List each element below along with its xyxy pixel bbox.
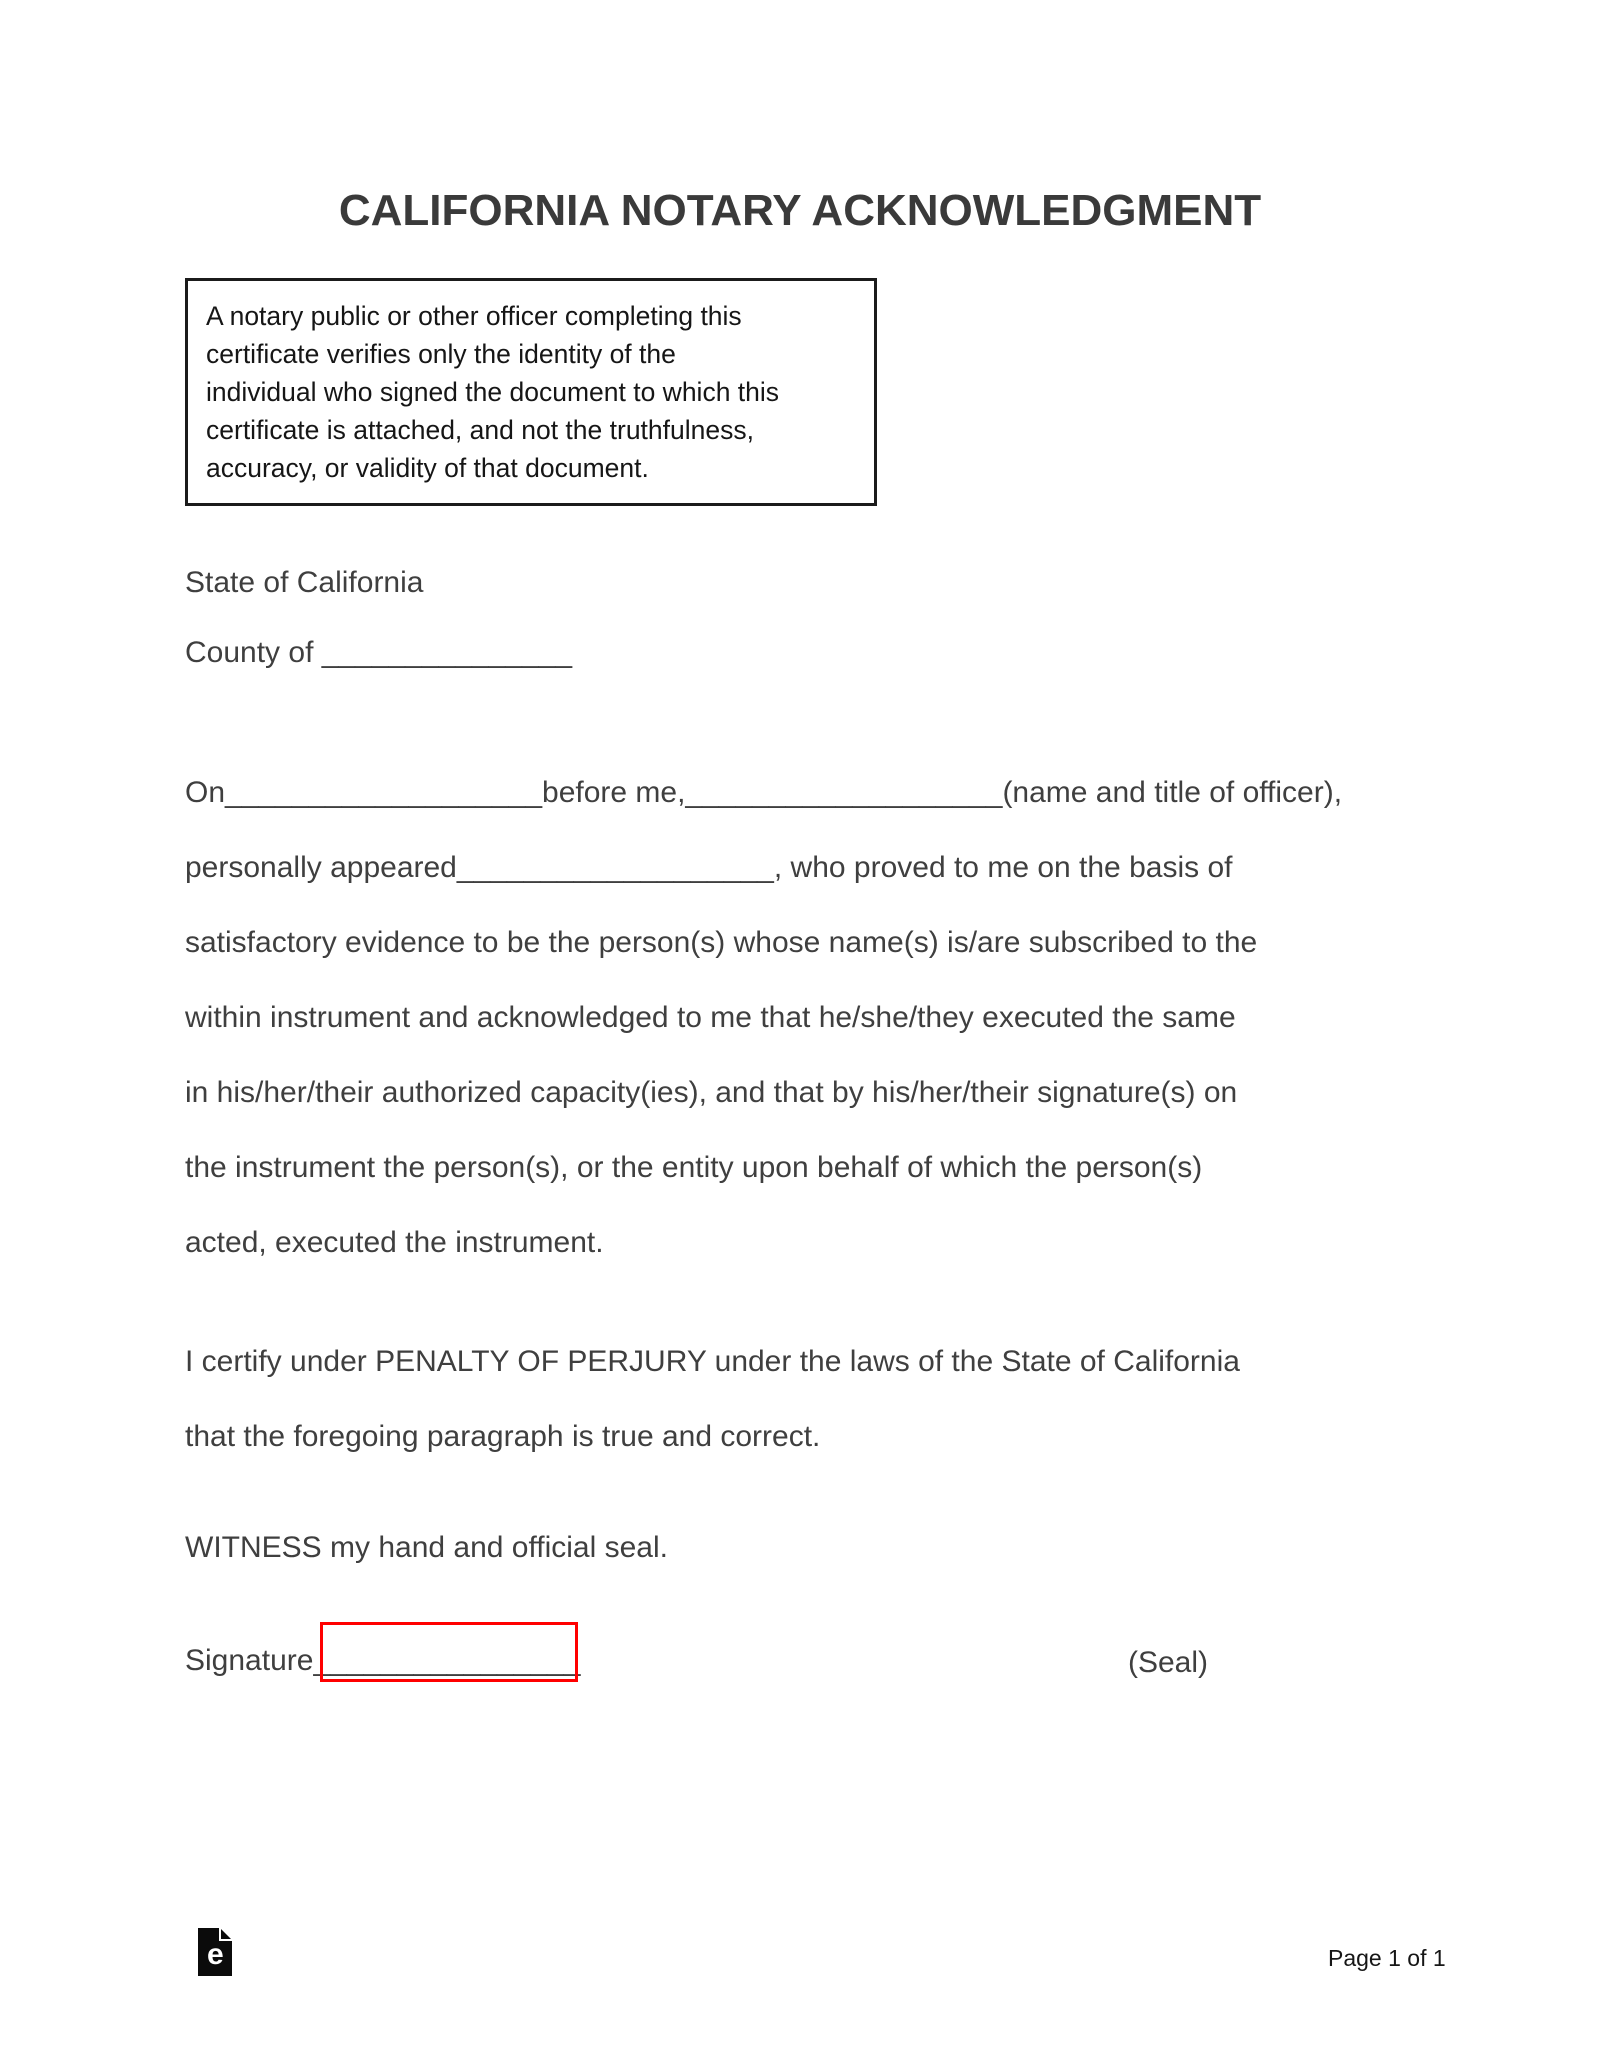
disclaimer-line: certificate is attached, and not the truthfulness,: [206, 415, 754, 445]
seal-label: (Seal): [1128, 1646, 1209, 1679]
paragraph-line: within instrument and acknowledged to me that he/she/they executed the same: [185, 1001, 1236, 1034]
acknowledgment-paragraph: [185, 755, 1455, 1280]
logo-letter: e: [207, 1938, 224, 1971]
signature-field-highlight[interactable]: [320, 1622, 578, 1682]
paragraph-line: the instrument the person(s), or the entity upon behalf of which the person(s): [185, 1151, 1203, 1184]
page-title: CALIFORNIA NOTARY ACKNOWLEDGMENT: [338, 186, 1262, 235]
signature-label: Signature: [185, 1644, 314, 1677]
signature-blank-line: ________________: [313, 1644, 581, 1677]
paragraph-line: personally appeared___________________, who proved to me on the basis of: [185, 851, 1233, 884]
paragraph-line: that the foregoing paragraph is true and correct.: [185, 1420, 821, 1453]
page-indicator: Page 1 of 1: [1328, 1945, 1446, 1971]
paragraph-line: I certify under PENALTY OF PERJURY under the laws of the State of California: [185, 1345, 1240, 1378]
eforms-logo-icon: [198, 1928, 232, 1976]
paragraph-line: in his/her/their authorized capacity(ies), and that by his/her/their signature(s) on: [185, 1076, 1238, 1109]
state-line: State of California: [185, 566, 424, 599]
perjury-certification-paragraph: [185, 1324, 1455, 1474]
county-line-with-blank: County of _______________: [185, 636, 573, 669]
paragraph-line: On___________________before me,___________________(name and title of officer),: [185, 776, 1343, 809]
disclaimer-line: accuracy, or validity of that document.: [206, 453, 649, 483]
disclaimer-line: A notary public or other officer completing this: [206, 301, 742, 331]
disclaimer-line: certificate verifies only the identity of the: [206, 339, 676, 369]
paragraph-line: satisfactory evidence to be the person(s) whose name(s) is/are subscribed to the: [185, 926, 1258, 959]
disclaimer-line: individual who signed the document to which this: [206, 377, 780, 407]
witness-line: WITNESS my hand and official seal.: [185, 1531, 668, 1564]
paragraph-line: acted, executed the instrument.: [185, 1226, 604, 1259]
notary-disclaimer-box: [185, 278, 877, 506]
